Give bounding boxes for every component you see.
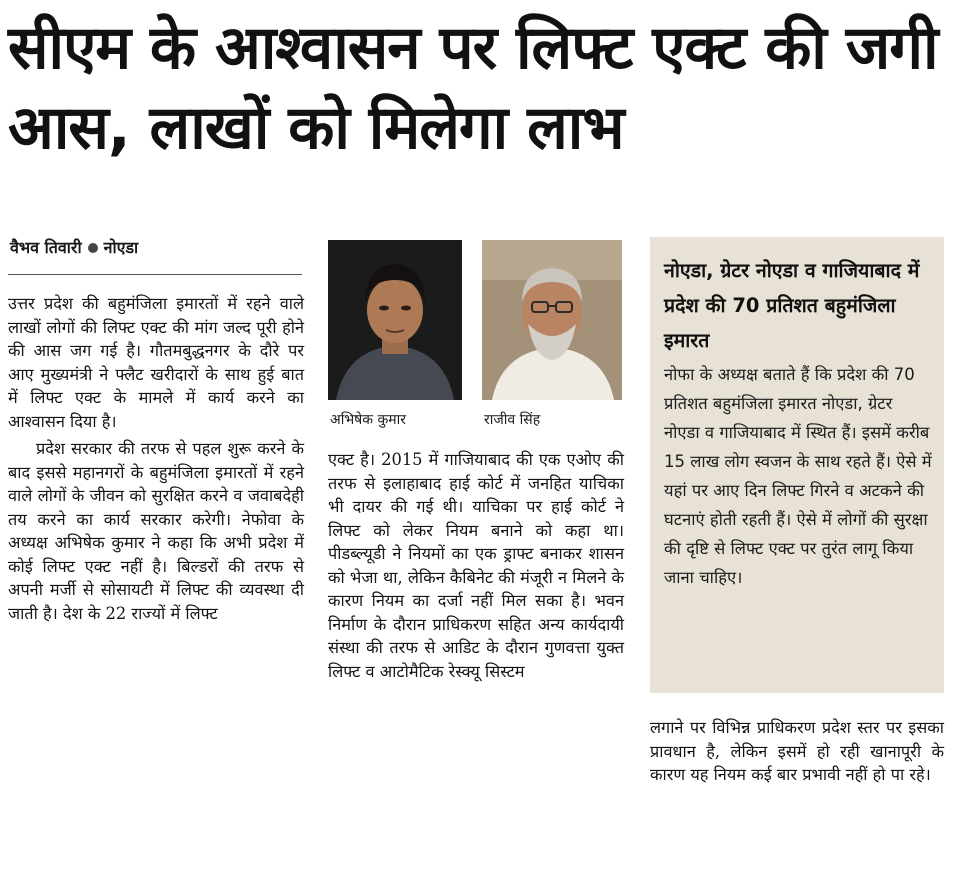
article-paragraph-2: प्रदेश सरकार की तरफ से पहल शुरू करने के बाद इससे महानगरों के बहुमंजिला इमारतों में रहने वाले लोगों के जीवन को सुरक्षित करने व जवाबदेही तय करने का कार्य सरकार करेगी। नेफोवा के अध्यक्ष अभिषेक कुमार ने कहा कि अभी प्रदेश में कोई लिफ्ट एक्ट नहीं है। बिल्डरों की तरफ से अपनी मर्जी से सोसायटी में लिफ्ट की व्यवस्था दी जाती है। देश के 22 राज्यों में लिफ्ट: [8, 439, 304, 623]
article-column-3: [650, 716, 944, 787]
article-paragraph-3: एक्ट है। 2015 में गाजियाबाद की एक एओए की तरफ से इलाहाबाद हाई कोर्ट में जनहित याचिका भी दायर की गई थी। याचिका पर हाई कोर्ट ने लिफ्ट को लेकर नियम बनाने को कहा था। पीडब्ल्यूडी ने नियमों का एक ड्राफ्ट बनाकर शासन को भेजा था, लेकिन कैबिनेट की मंजूरी न मिलने के कारण नियम का दर्जा नहीं मिल सका है। भवन निर्माण के दौरान प्राधिकरण सहित अन्य कार्यदायी संस्था की तरफ से आडिट के दौरान गुणवत्ता युक्त लिफ्ट व आटोमैटिक रेस्क्यू सिस्टम: [328, 450, 624, 681]
sidebar-box: [650, 237, 944, 693]
sidebar-body: नोफा के अध्यक्ष बताते हैं कि प्रदेश की 70 प्रतिशत बहुमंजिला इमारत नोएडा, ग्रेटर नोएडा व गाजियाबाद में स्थित हैं। इसमें करीब 15 लाख लोग स्वजन के साथ रहते हैं। ऐसे में यहां पर आए दिन लिफ्ट गिरने व अटकने की घटनाएं होती रहती हैं। ऐसे में लोगों की सुरक्षा की दृष्टि से लिफ्ट एक्ट पर तुरंत लागू किया जाना चाहिए।: [664, 365, 932, 587]
headline: सीएम के आश्वासन पर लिफ्ट एक्ट की जगी आस, लाखों को मिलेगा लाभ: [8, 13, 938, 163]
portrait-photo-icon: [328, 240, 462, 400]
article-column-1: [8, 292, 304, 625]
photo-abhishek-kumar: [328, 240, 462, 400]
byline-divider: [8, 274, 302, 275]
byline-author: वैभव तिवारी: [10, 238, 82, 257]
byline-location: नोएडा: [103, 238, 139, 257]
article-paragraph-4: लगाने पर विभिन्न प्राधिकरण प्रदेश स्तर पर इसका प्रावधान है, लेकिन इसमें हो रही खानापूरी के कारण यह नियम कई बार प्रभावी नहीं हो पा रहे।: [650, 718, 944, 784]
photo-caption-rajeev: राजीव सिंह: [484, 412, 541, 428]
article-column-2: [328, 448, 624, 683]
photo-rajeev-singh: [482, 240, 622, 400]
sidebar-title: नोएडा, ग्रेटर नोएडा व गाजियाबाद में प्रदेश की 70 प्रतिशत बहुमंजिला इमारत: [664, 259, 920, 352]
article-paragraph-1: उत्तर प्रदेश की बहुमंजिला इमारतों में रहने वाले लाखों लोगों की लिफ्ट एक्ट की मांग जल्द पूरी होने की आस जग गई है। गौतमबुद्धनगर के दौरे पर आए मुख्यमंत्री ने फ्लैट खरीदारों के साथ हुई बात में लिफ्ट एक्ट के मामले में कार्य करने का आश्वासन दिया है।: [8, 294, 304, 431]
photo-caption-abhishek: अभिषेक कुमार: [330, 412, 406, 428]
portrait-photo-icon: [482, 240, 622, 400]
byline: [10, 236, 138, 258]
bullet-dot-icon: [88, 243, 98, 253]
